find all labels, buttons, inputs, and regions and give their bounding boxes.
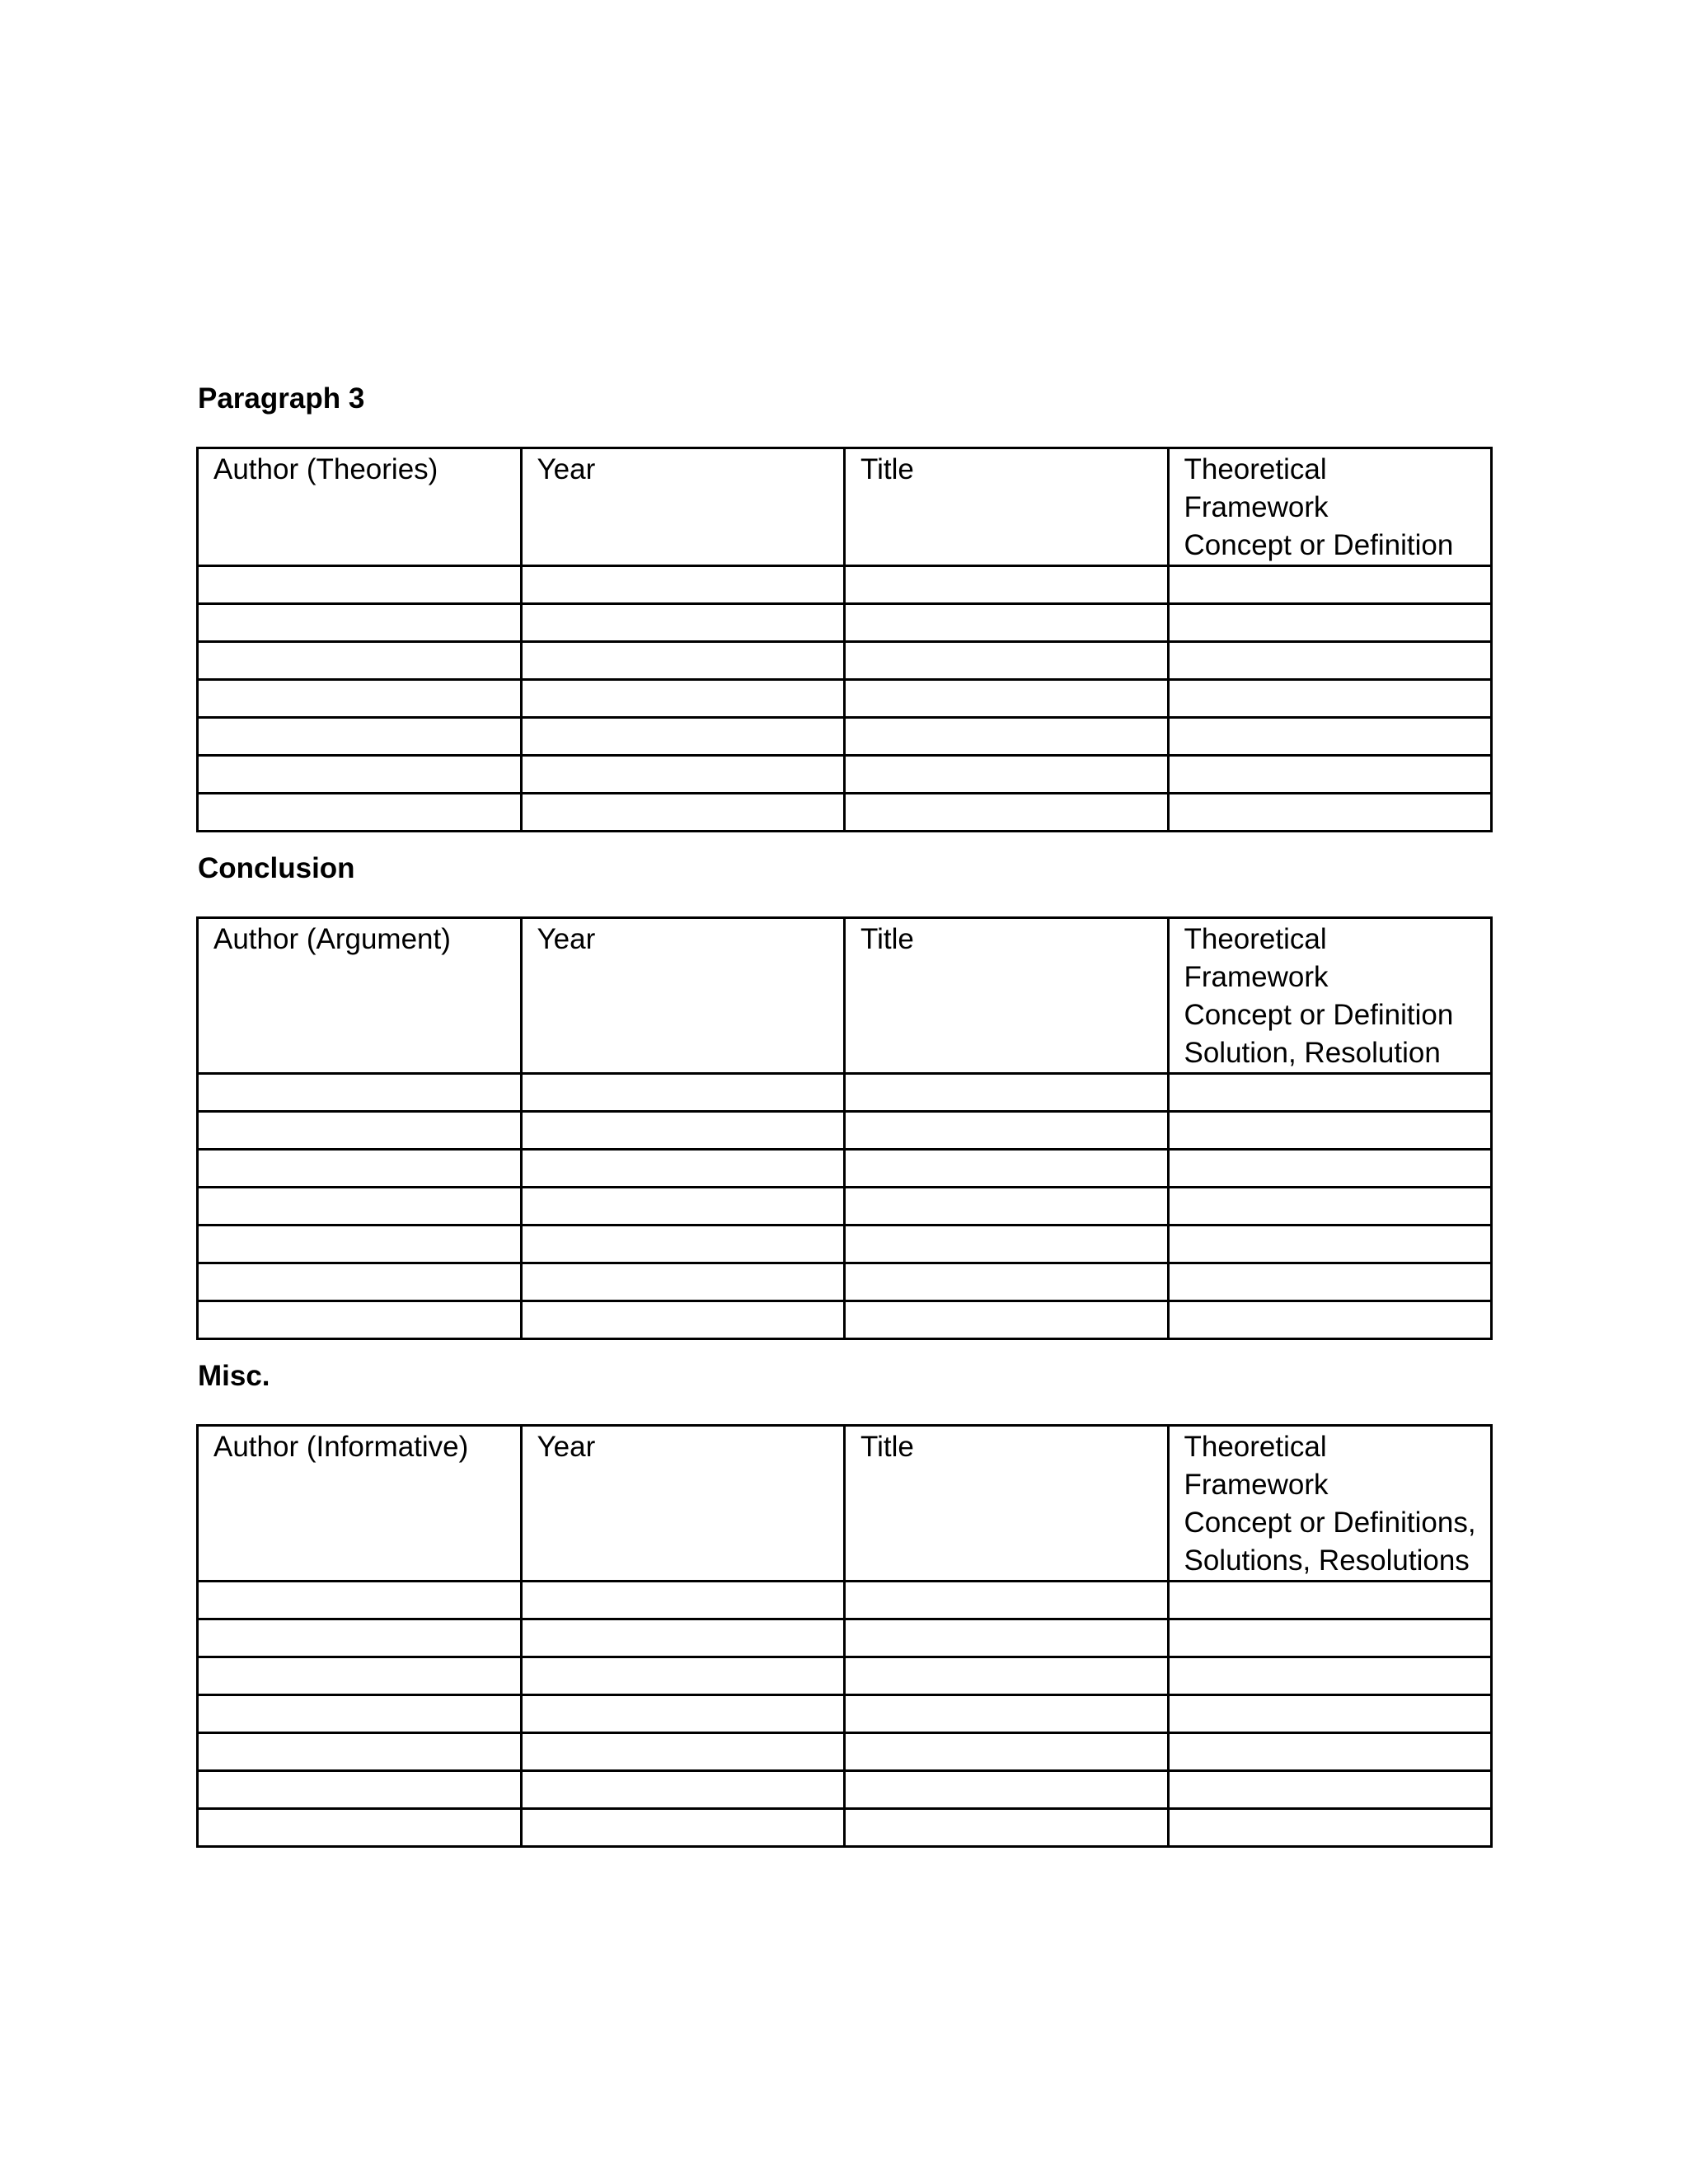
table-cell[interactable] [1168, 1150, 1492, 1188]
header-cell-framework [1168, 448, 1492, 566]
table-row [198, 1226, 1492, 1263]
table-cell[interactable] [1168, 1771, 1492, 1809]
table-cell[interactable] [845, 1619, 1169, 1657]
literature-table [196, 447, 1493, 832]
table-cell[interactable] [521, 1301, 845, 1339]
table-cell[interactable] [845, 1657, 1169, 1695]
table-cell[interactable] [1168, 604, 1492, 642]
table-cell[interactable] [845, 1809, 1169, 1847]
table-cell[interactable] [1168, 1263, 1492, 1301]
section-heading: Misc. [198, 1360, 270, 1392]
table-cell[interactable] [1168, 1809, 1492, 1847]
table-row [198, 1771, 1492, 1809]
table-row [198, 794, 1492, 832]
table-cell[interactable] [198, 566, 522, 604]
table-cell[interactable] [845, 566, 1169, 604]
table-cell[interactable] [521, 794, 845, 832]
literature-table [196, 1424, 1493, 1848]
header-label: Year [537, 1431, 596, 1463]
table-cell[interactable] [845, 1188, 1169, 1226]
table-cell[interactable] [198, 1263, 522, 1301]
table-row [198, 1263, 1492, 1301]
table-cell[interactable] [521, 756, 845, 794]
table-row [198, 566, 1492, 604]
table-cell[interactable] [845, 1695, 1169, 1733]
table-cell[interactable] [198, 1150, 522, 1188]
table-cell[interactable] [1168, 1619, 1492, 1657]
table-row [198, 1188, 1492, 1226]
table-cell[interactable] [521, 1733, 845, 1771]
table-cell[interactable] [1168, 566, 1492, 604]
section-heading: Conclusion [198, 852, 355, 884]
table-cell[interactable] [1168, 1226, 1492, 1263]
table-cell[interactable] [198, 1226, 522, 1263]
header-label: Title [860, 923, 914, 955]
table-header-row [198, 1426, 1492, 1582]
table-cell[interactable] [198, 718, 522, 756]
section-heading: Paragraph 3 [198, 382, 365, 415]
table-cell[interactable] [845, 1074, 1169, 1112]
table-cell[interactable] [1168, 1695, 1492, 1733]
header-label: Year [537, 923, 596, 955]
table-row [198, 1582, 1492, 1619]
table-row [198, 642, 1492, 680]
table-cell[interactable] [521, 1809, 845, 1847]
table-row [198, 1695, 1492, 1733]
header-label: Author (Theories) [213, 453, 438, 485]
table-cell[interactable] [198, 642, 522, 680]
table-cell[interactable] [198, 1657, 522, 1695]
table-cell[interactable] [845, 1582, 1169, 1619]
table-cell[interactable] [521, 1226, 845, 1263]
table-cell[interactable] [845, 794, 1169, 832]
header-label: Author (Argument) [213, 923, 451, 955]
table-cell[interactable] [521, 1112, 845, 1150]
table-row [198, 718, 1492, 756]
header-label: Theoretical Framework Concept or Definitions, Solutions, Resolutions [1184, 1431, 1476, 1577]
table-row [198, 1112, 1492, 1150]
header-cell-framework [1168, 918, 1492, 1074]
table-cell[interactable] [1168, 680, 1492, 718]
table-row [198, 680, 1492, 718]
header-cell-framework [1168, 1426, 1492, 1582]
table-cell[interactable] [521, 1150, 845, 1188]
table-row [198, 1301, 1492, 1339]
table-cell[interactable] [198, 794, 522, 832]
table-row [198, 1809, 1492, 1847]
table-row [198, 1619, 1492, 1657]
table-cell[interactable] [1168, 1301, 1492, 1339]
header-cell-year [521, 448, 845, 566]
table-row [198, 1074, 1492, 1112]
table-cell[interactable] [845, 1226, 1169, 1263]
table-cell[interactable] [521, 1619, 845, 1657]
table-cell[interactable] [198, 1809, 522, 1847]
table-cell[interactable] [1168, 1112, 1492, 1150]
table-cell[interactable] [198, 1188, 522, 1226]
table-cell[interactable] [1168, 1657, 1492, 1695]
header-cell-year [521, 918, 845, 1074]
table-cell[interactable] [198, 1733, 522, 1771]
table-cell[interactable] [521, 1657, 845, 1695]
table-cell[interactable] [198, 1619, 522, 1657]
header-cell-author [198, 1426, 522, 1582]
header-label: Title [860, 1431, 914, 1463]
table-cell[interactable] [845, 1150, 1169, 1188]
table-cell[interactable] [1168, 1733, 1492, 1771]
table-cell[interactable] [521, 718, 845, 756]
table-cell[interactable] [1168, 1188, 1492, 1226]
table-row [198, 756, 1492, 794]
table-cell[interactable] [1168, 718, 1492, 756]
table-cell[interactable] [521, 1582, 845, 1619]
literature-table [196, 916, 1493, 1340]
table-cell[interactable] [845, 756, 1169, 794]
table-cell[interactable] [521, 1263, 845, 1301]
table-row [198, 1150, 1492, 1188]
table-cell[interactable] [1168, 794, 1492, 832]
header-label: Title [860, 453, 914, 485]
table-cell[interactable] [198, 756, 522, 794]
table-cell[interactable] [845, 680, 1169, 718]
table-cell[interactable] [845, 718, 1169, 756]
table-cell[interactable] [845, 1771, 1169, 1809]
table-cell[interactable] [198, 1695, 522, 1733]
table-cell[interactable] [198, 1771, 522, 1809]
table-cell[interactable] [1168, 1074, 1492, 1112]
header-cell-title [845, 1426, 1169, 1582]
header-label: Author (Informative) [213, 1431, 469, 1463]
table-cell[interactable] [521, 1188, 845, 1226]
header-label: Theoretical Framework Concept or Definition [1184, 453, 1454, 561]
table-row [198, 604, 1492, 642]
table-cell[interactable] [845, 604, 1169, 642]
table-cell[interactable] [198, 680, 522, 718]
table-cell[interactable] [198, 604, 522, 642]
table-cell[interactable] [845, 1301, 1169, 1339]
header-cell-author [198, 448, 522, 566]
table-cell[interactable] [521, 604, 845, 642]
table-cell[interactable] [1168, 642, 1492, 680]
table-cell[interactable] [198, 1112, 522, 1150]
table-cell[interactable] [845, 1263, 1169, 1301]
table-header-row [198, 918, 1492, 1074]
table-cell[interactable] [198, 1074, 522, 1112]
table-cell[interactable] [845, 1112, 1169, 1150]
table-cell[interactable] [1168, 756, 1492, 794]
header-label: Year [537, 453, 596, 485]
table-header-row [198, 448, 1492, 566]
table-cell[interactable] [521, 642, 845, 680]
table-cell[interactable] [521, 680, 845, 718]
header-label: Theoretical Framework Concept or Definition Solution, Resolution [1184, 923, 1454, 1069]
table-cell[interactable] [521, 566, 845, 604]
header-cell-author [198, 918, 522, 1074]
table-cell[interactable] [521, 1074, 845, 1112]
table-cell[interactable] [845, 642, 1169, 680]
table-cell[interactable] [198, 1301, 522, 1339]
header-cell-title [845, 918, 1169, 1074]
table-row [198, 1657, 1492, 1695]
table-cell[interactable] [845, 1733, 1169, 1771]
table-cell[interactable] [521, 1771, 845, 1809]
table-cell[interactable] [198, 1582, 522, 1619]
header-cell-title [845, 448, 1169, 566]
header-cell-year [521, 1426, 845, 1582]
table-cell[interactable] [521, 1695, 845, 1733]
table-cell[interactable] [1168, 1582, 1492, 1619]
table-row [198, 1733, 1492, 1771]
